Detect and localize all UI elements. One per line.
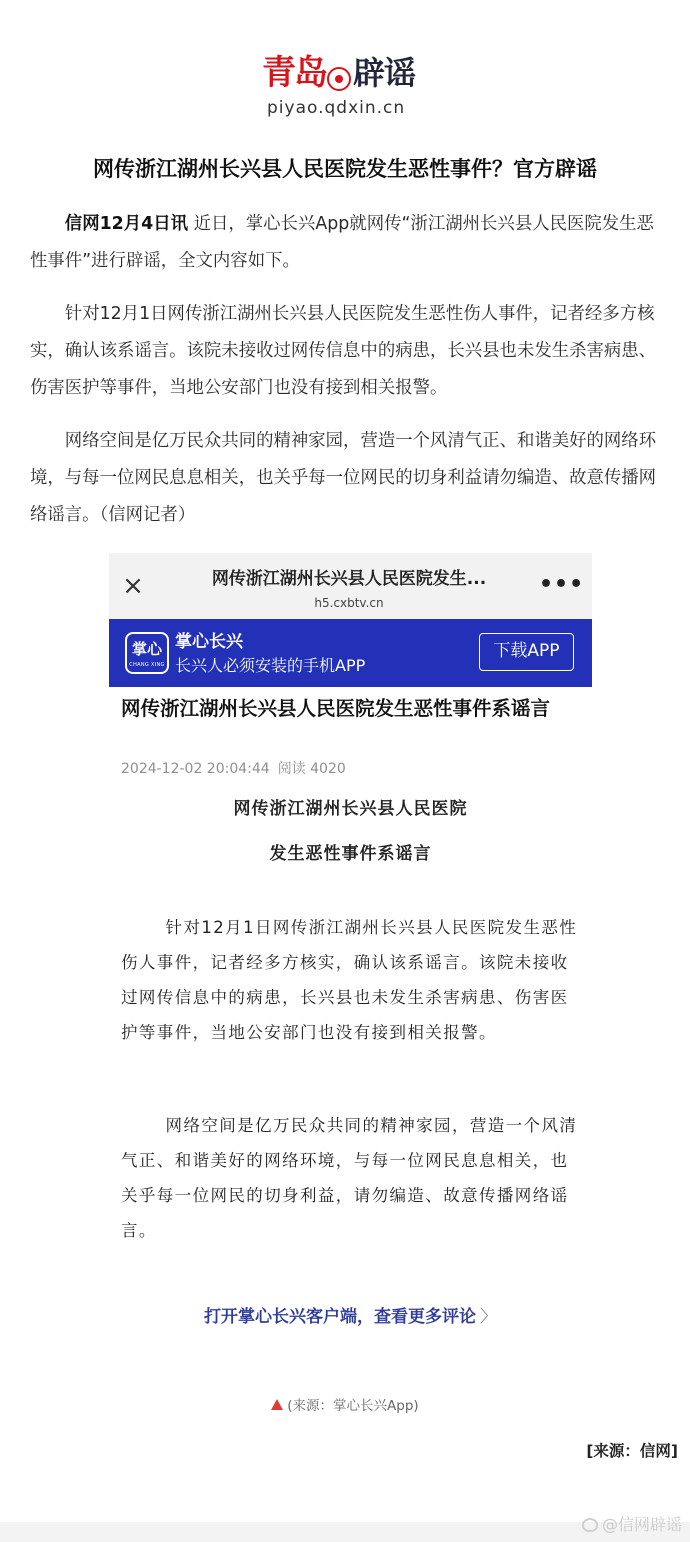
dateline: 信网12月4日讯 [64,214,189,234]
app-icon-cn: 掌心 [131,640,162,658]
logo-brand-red: 青岛 [262,53,326,93]
watermark-text: @信网辟谣 [601,1515,682,1534]
news-paragraph-1: 针对12月1日网传浙江湖州长兴县人民医院发生恶性伤人事件，记者经多方核实，确认该系谣言。该院未接收过网传信息中的病患，长兴县也未发生杀害病患、伤害医护等事件，当地公安部门也没有接到相关报警。 [121,918,578,1042]
browser-domain: h5.cxbtv.cn [314,596,384,610]
image-source-text: (来源：掌心长兴App) [287,1398,419,1414]
app-name: 掌心长兴 [175,632,243,652]
article-paragraph-3: 网络空间是亿万民众共同的精神家园，营造一个风清气正、和谐美好的网络环境，与每一位网民息息相关，也关乎每一位网民的切身利益请勿编造、故意传播网络谣言。（信网记者） [30,431,657,525]
read-count: 阅读 4020 [277,761,346,777]
news-subtitle-line-1: 网传浙江湖州长兴县人民医院 [233,799,468,819]
close-icon[interactable]: × [122,571,144,601]
news-paragraph-2: 网络空间是亿万民众共同的精神家园，营造一个风清气正、和谐美好的网络环境，与每一位网民息息相关，也关乎每一位网民的切身利益，请勿编造、故意传播网络谣言。 [121,1116,578,1240]
open-app-link[interactable] [109,1304,592,1330]
embedded-screenshot [109,553,592,1350]
paragraph-1-body: 近日，掌心长兴App就网传“浙江湖州长兴县人民医院发生恶性事件”进行辟谣，全文内容如下。 [30,214,654,271]
site-logo[interactable] [262,48,442,126]
news-subtitle-line-2: 发生恶性事件系谣言 [269,844,432,864]
weibo-icon [582,1518,598,1532]
article-source: [来源：信网] [586,1442,678,1460]
news-meta [121,758,354,780]
chevron-right-icon: 〉 [480,1307,497,1327]
image-source-caption [0,1396,690,1416]
logo-url: piyao.qdxin.cn [267,98,406,118]
logo-mark [262,48,442,98]
app-logo-icon [125,632,169,674]
app-tagline: 长兴人必须安装的手机APP [175,656,366,675]
download-app-button[interactable]: 下载APP [479,633,574,671]
triangle-up-icon [271,1399,283,1410]
logo-brand-dark: 辟谣 [353,54,416,92]
article-paragraph-2: 针对12月1日网传浙江湖州长兴县人民医院发生恶性伤人事件，记者经多方核实，确认该系谣言。该院未接收过网传信息中的病患，长兴县也未发生杀害病患、伤害医护等事件，当地公安部门也没有接到相关报警。 [30,304,657,398]
more-icon[interactable]: ••• [539,572,585,597]
logo-seal-icon [327,67,351,91]
browser-page-title: 网传浙江湖州长兴县人民医院发生... [211,569,487,589]
browser-topbar [109,553,592,619]
news-headline: 网传浙江湖州长兴县人民医院发生恶性事件系谣言 [121,697,551,720]
publish-datetime: 2024-12-02 20:04:44 [121,761,270,777]
app-icon-en: CHANG XING [129,662,165,668]
article-title: 网传浙江湖州长兴县人民医院发生恶性事件？官方辟谣 [93,157,597,181]
app-download-banner [109,619,592,687]
article-paragraph-1 [30,206,662,280]
weibo-watermark [582,1514,682,1536]
open-app-link-text: 打开掌心长兴客户端，查看更多评论 [204,1307,476,1327]
